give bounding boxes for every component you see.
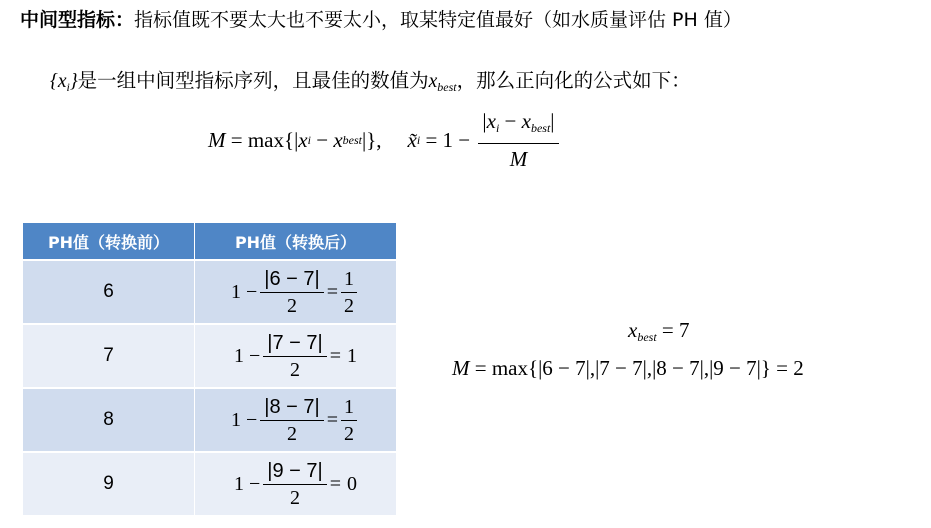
cell-after xyxy=(195,452,397,515)
cell-result-denominator: 2 xyxy=(344,422,354,445)
cell-before: 6 xyxy=(23,260,195,324)
cell-result-denominator: 2 xyxy=(344,294,354,317)
heading-line xyxy=(20,6,742,34)
formula-max-prefix: max{| xyxy=(247,127,299,152)
cell-one-minus: 1 − xyxy=(234,472,261,495)
formula-num-bar-close: | xyxy=(550,109,555,133)
cell-equals: = xyxy=(326,280,338,303)
cell-before: 9 xyxy=(23,452,195,515)
cell-result-fraction xyxy=(341,395,357,446)
formula-eq-2: = xyxy=(420,127,443,152)
ph-conversion-table xyxy=(23,223,396,515)
cell-before: 8 xyxy=(23,388,195,452)
cell-denominator: 2 xyxy=(290,358,300,381)
M-value-line xyxy=(452,356,804,381)
cell-denominator: 2 xyxy=(287,422,297,445)
cell-result-numerator: 1 xyxy=(341,395,357,421)
intro-text-1: 是一组中间型指标序列，且最佳的数值为 xyxy=(77,69,429,92)
side-M-expr: = max{|6 − 7|,|7 − 7|,|8 − 7|,|9 − 7|} = 2 xyxy=(469,356,804,380)
formula-num-xbest: x xyxy=(521,109,531,133)
cell-result: 1 xyxy=(347,344,357,367)
cell-numerator: |9 − 7| xyxy=(263,459,326,485)
formula-xtilde: x̃ xyxy=(407,127,417,152)
xbest-value-line xyxy=(628,318,690,345)
intro-sentence xyxy=(50,66,691,102)
cell-before: 7 xyxy=(23,324,195,388)
table-row xyxy=(23,452,396,515)
intro-var-x: x xyxy=(57,71,67,92)
formula-fraction-numerator xyxy=(478,108,558,144)
intro-best-var: x xyxy=(428,71,438,92)
term-description: 指标值既不要太大也不要太小，取某特定值最好（如水质量评估 PH 值） xyxy=(134,9,742,31)
side-xbest-eq: = 7 xyxy=(656,318,690,342)
formula-minus: − xyxy=(310,127,334,152)
cell-after xyxy=(195,260,397,324)
cell-numerator: |8 − 7| xyxy=(260,395,323,421)
set-open-brace: { xyxy=(50,71,58,92)
cell-equals: = xyxy=(329,472,341,495)
cell-result-fraction xyxy=(341,267,357,318)
cell-fraction xyxy=(263,459,326,510)
formula-xi: x xyxy=(298,127,308,152)
cell-one-minus: 1 − xyxy=(231,408,258,431)
cell-one-minus: 1 − xyxy=(234,344,261,367)
header-before: PH值（转换前） xyxy=(23,223,195,260)
cell-fraction xyxy=(260,267,323,318)
formula-num-xbest-sub: best xyxy=(530,121,551,135)
table-header-row xyxy=(23,223,396,260)
cell-denominator: 2 xyxy=(290,486,300,509)
cell-equals: = xyxy=(329,344,341,367)
cell-after xyxy=(195,324,397,388)
table-row xyxy=(23,324,396,388)
formula-M: M xyxy=(208,127,226,152)
table-row xyxy=(23,260,396,324)
set-close-brace: } xyxy=(69,71,78,92)
cell-result: 0 xyxy=(347,472,357,495)
side-xbest-var: x xyxy=(628,318,638,342)
intro-text-2: ，那么正向化的公式如下： xyxy=(456,69,691,92)
formula-num-minus: − xyxy=(499,109,522,133)
cell-numerator: |7 − 7| xyxy=(263,331,326,357)
formula-xtilde-sub: i xyxy=(416,132,421,147)
cell-denominator: 2 xyxy=(287,294,297,317)
formula-max-suffix: |}, xyxy=(361,127,382,152)
formula-fraction-denominator: M xyxy=(509,147,528,171)
formula-eq-1: = xyxy=(225,127,248,152)
formula-xbest-sub: best xyxy=(342,132,362,147)
cell-equals: = xyxy=(326,408,338,431)
intro-best-sub: best xyxy=(437,80,457,94)
side-xbest-sub: best xyxy=(637,330,657,344)
intro-var-sub: i xyxy=(66,80,70,94)
header-after: PH值（转换后） xyxy=(195,223,397,260)
cell-numerator: |6 − 7| xyxy=(260,267,323,293)
formula-num-xi: x xyxy=(486,109,496,133)
table-row xyxy=(23,388,396,452)
term-label: 中间型指标： xyxy=(20,9,135,31)
formula-one-minus: 1 − xyxy=(442,127,476,152)
cell-result-numerator: 1 xyxy=(341,267,357,293)
cell-after xyxy=(195,388,397,452)
side-M-var: M xyxy=(452,356,470,380)
formula-num-xi-sub: i xyxy=(495,121,500,135)
cell-fraction xyxy=(263,331,326,382)
cell-one-minus: 1 − xyxy=(231,280,258,303)
formula-fraction xyxy=(478,108,558,172)
cell-fraction xyxy=(260,395,323,446)
formula-xbest: x xyxy=(333,127,343,152)
positivization-formula xyxy=(208,110,562,170)
formula-xi-sub: i xyxy=(307,132,311,147)
formula-num-bar-open: | xyxy=(482,109,487,133)
